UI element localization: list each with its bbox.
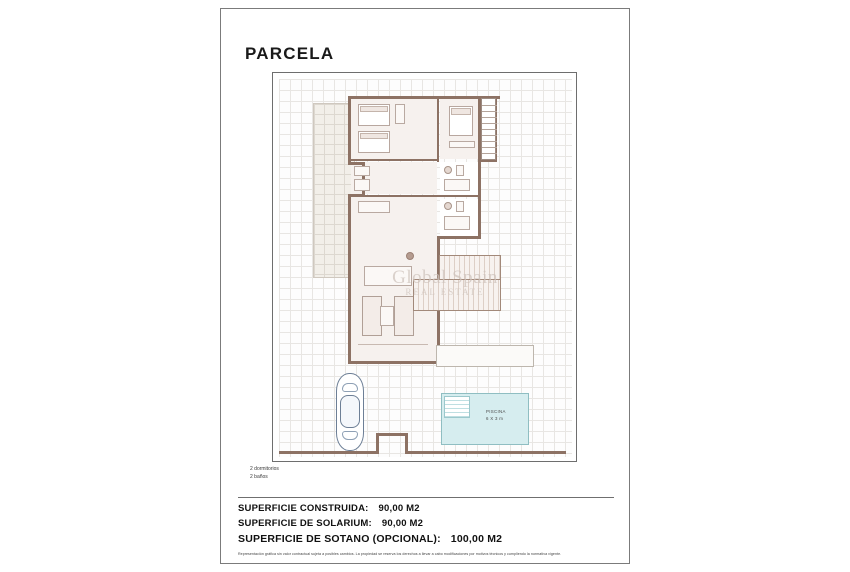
dining-table-round (406, 252, 414, 260)
stair-step (482, 141, 497, 142)
partition-bath (439, 195, 479, 197)
stair-step (482, 123, 497, 124)
tv-unit (364, 266, 412, 286)
spec-label: SUPERFICIE DE SOTANO (OPCIONAL): (238, 533, 441, 545)
spec-label: SUPERFICIE CONSTRUIDA: (238, 503, 369, 514)
specs-block (238, 503, 613, 549)
boundary-wall-gate-post (376, 433, 379, 454)
spec-row (238, 503, 613, 514)
stair-step (482, 129, 497, 130)
pool-deck (436, 345, 534, 367)
pergola-upper (439, 255, 501, 280)
wall-south (348, 361, 440, 364)
spec-value: 90,00 M2 (378, 503, 420, 514)
disclaimer-text: Representación gráfica sin valor contractual sujeta a posibles cambios. La propiedad se reserva los derechos a llevar a cabo modificaciones por motivos técnicos y cumpliendo la normativa vigente. (238, 552, 562, 556)
house-outline (348, 96, 503, 366)
boundary-wall-south-west (279, 451, 379, 454)
car-icon (333, 373, 367, 451)
page-title: PARCELA (245, 44, 335, 63)
wall-mid-south (437, 236, 481, 239)
toilet-1 (456, 165, 464, 176)
bed-1-pillow (360, 106, 388, 112)
shower-2 (444, 216, 470, 230)
spec-row (238, 533, 613, 545)
spec-row (238, 518, 613, 529)
boundary-wall-entry (376, 433, 408, 436)
spec-value: 90,00 M2 (381, 518, 424, 529)
sofa-2 (394, 296, 414, 336)
swimming-pool (441, 393, 529, 445)
coffee-table (380, 306, 394, 326)
bed-3-pillow (451, 108, 471, 115)
sink-1 (444, 166, 452, 174)
staircase (481, 98, 496, 160)
terrace-edge-line (358, 344, 428, 345)
stair-step (482, 135, 497, 136)
kitchen-counter (354, 166, 370, 176)
legend-bathrooms: 2 baños (250, 473, 268, 480)
stair-step (482, 117, 497, 118)
partition-hall-south (351, 195, 439, 197)
spec-label: SUPERFICIE DE SOLARIUM: (238, 518, 372, 529)
car-windshield (342, 383, 358, 392)
car-rear-window (342, 431, 358, 440)
stair-step (482, 111, 497, 112)
car-roof (340, 395, 360, 428)
pool-steps (444, 396, 470, 418)
sink-2 (444, 202, 452, 210)
legend-bedrooms: 2 dormitorios (250, 466, 279, 472)
sofa-1 (362, 296, 382, 336)
wardrobe-2 (449, 141, 475, 148)
kitchen-appliance (354, 179, 370, 191)
plot-drawing (272, 72, 577, 462)
boundary-wall-south-east (405, 451, 566, 454)
legend (250, 466, 279, 481)
toilet-2 (456, 201, 464, 212)
stair-step (482, 153, 497, 154)
watermark-subtitle: REAL ESTATE (405, 287, 485, 297)
spec-value: 100,00 M2 (450, 533, 503, 545)
partition-hall-north (351, 159, 439, 161)
pergola-lower (413, 279, 501, 311)
wardrobe-1 (395, 104, 405, 124)
watermark-title: Global Spain (392, 267, 498, 288)
shower-1 (444, 179, 470, 191)
specs-divider (238, 497, 614, 498)
stair-step (482, 147, 497, 148)
pool-label: PISCINA 6 X 3 m (486, 409, 506, 421)
wall-west-lower (348, 194, 351, 364)
wall-west-upper (348, 96, 351, 164)
kitchen-island (358, 201, 390, 213)
bed-2-pillow (360, 133, 388, 139)
stair-step (482, 105, 497, 106)
partition-bedrooms (437, 96, 439, 162)
